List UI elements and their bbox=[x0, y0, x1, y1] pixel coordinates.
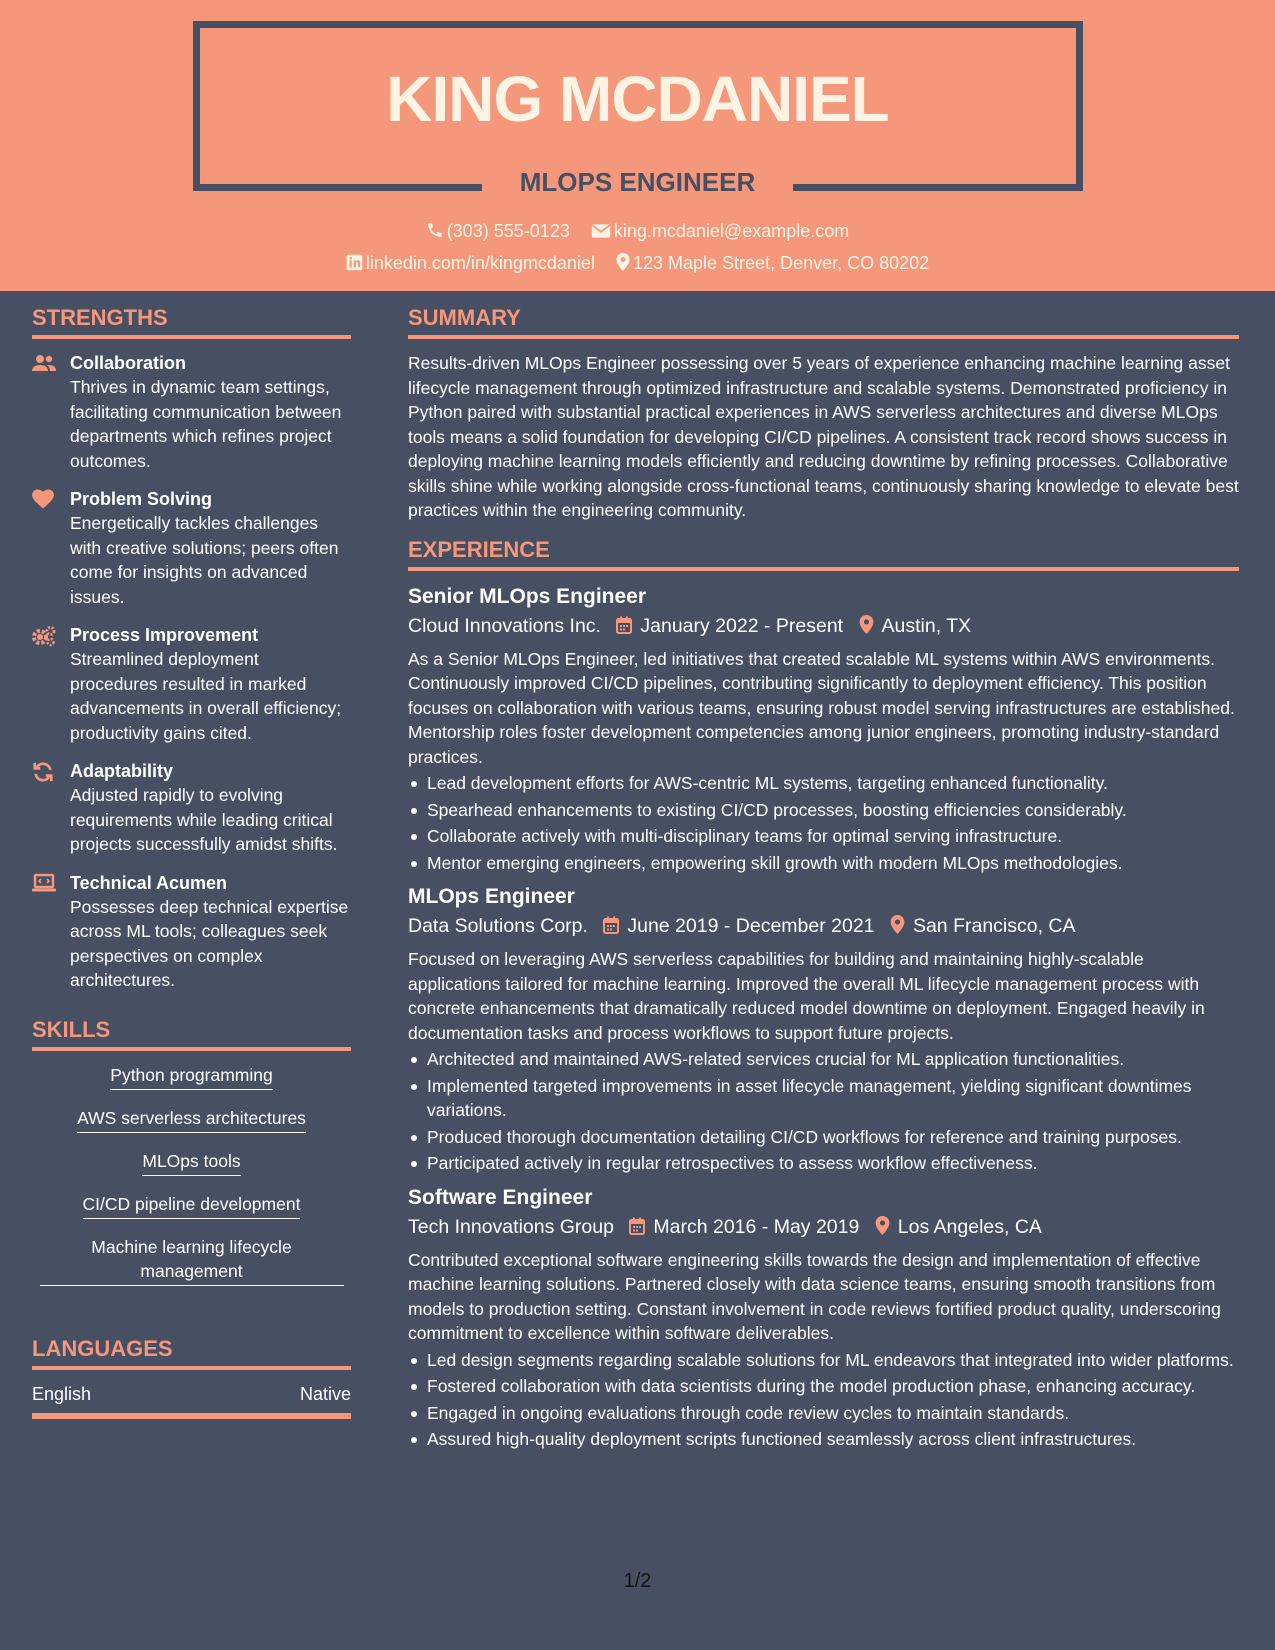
strength-description: Possesses deep technical expertise across ML tools; colleagues seek perspectives on complex architectures. bbox=[70, 896, 349, 990]
job-bullet: Assured high-quality deployment scripts functioned seamlessly across client infrastructures. bbox=[408, 1427, 1239, 1452]
job-dates: March 2016 - May 2019 bbox=[653, 1215, 860, 1238]
experience-heading: EXPERIENCE bbox=[408, 537, 1239, 571]
job-location: Los Angeles, CA bbox=[897, 1215, 1042, 1238]
skill-item: Python programming bbox=[110, 1063, 272, 1090]
job-role: MLOps Engineer bbox=[408, 885, 575, 908]
phone-item[interactable] bbox=[426, 221, 570, 242]
job-role: Software Engineer bbox=[408, 1185, 593, 1209]
skill-item: Machine learning lifecycle management bbox=[40, 1235, 344, 1286]
strength-item bbox=[32, 759, 351, 857]
job-bullet: Led design segments regarding scalable solutions for ML endeavors that integrated into wider platforms. bbox=[408, 1348, 1239, 1373]
envelope-icon bbox=[591, 223, 611, 239]
job-meta bbox=[408, 911, 1239, 941]
resume-header bbox=[0, 0, 1275, 291]
strength-description: Streamlined deployment procedures resulted in marked advancements in overall efficiency; productivity gains cited. bbox=[70, 649, 342, 743]
right-column bbox=[408, 305, 1239, 1460]
strength-title: Technical Acumen bbox=[70, 872, 228, 893]
strength-item bbox=[32, 871, 351, 993]
skill-item: CI/CD pipeline development bbox=[83, 1192, 301, 1219]
strength-item bbox=[32, 351, 351, 473]
job-bullet: Architected and maintained AWS-related services crucial for ML application functionalities. bbox=[408, 1047, 1239, 1072]
skill-item: MLOps tools bbox=[142, 1149, 240, 1176]
map-marker-icon bbox=[616, 253, 630, 271]
contact-row-1 bbox=[0, 221, 1275, 242]
calendar-icon bbox=[629, 1217, 645, 1235]
phone-icon bbox=[426, 221, 444, 239]
contact-row-2 bbox=[0, 253, 1275, 274]
skill-item: AWS serverless architectures bbox=[77, 1106, 306, 1133]
strength-title: Process Improvement bbox=[70, 625, 259, 645]
candidate-name: KING MCDANIEL bbox=[386, 63, 889, 135]
job-bullets bbox=[408, 771, 1239, 875]
job-entry bbox=[408, 583, 1239, 876]
job-bullet: Mentor emerging engineers, empowering skill growth with modern MLOps methodologies. bbox=[408, 851, 1239, 876]
job-title: MLOPS ENGINEER bbox=[519, 167, 756, 197]
map-marker-icon bbox=[890, 915, 905, 934]
sync-icon bbox=[32, 761, 54, 783]
job-bullet: Spearhead enhancements to existing CI/CD processes, boosting efficiencies considerably. bbox=[408, 798, 1239, 823]
users-icon bbox=[32, 353, 56, 373]
job-bullet: Participated actively in regular retrospectives to assess workflow effectiveness. bbox=[408, 1151, 1239, 1176]
language-row bbox=[32, 1384, 351, 1419]
job-entry bbox=[408, 883, 1239, 1176]
job-company: Tech Innovations Group bbox=[408, 1215, 614, 1238]
strength-description: Thrives in dynamic team settings, facilitating communication between departments which refines project outcomes. bbox=[70, 377, 342, 471]
job-meta bbox=[408, 611, 1239, 641]
language-name: English bbox=[32, 1383, 92, 1404]
job-bullet: Collaborate actively with multi-disciplinary teams for optimal serving infrastructure. bbox=[408, 824, 1239, 849]
calendar-icon bbox=[616, 616, 632, 634]
strength-description: Adjusted rapidly to evolving requirements while leading critical projects successfully amidst shifts. bbox=[70, 785, 338, 854]
strength-item bbox=[32, 623, 351, 745]
job-role: Senior MLOps Engineer bbox=[408, 584, 647, 608]
job-company: Cloud Innovations Inc. bbox=[408, 614, 601, 637]
strength-title: Collaboration bbox=[70, 353, 186, 373]
summary-heading: SUMMARY bbox=[408, 305, 1239, 339]
job-bullet: Produced thorough documentation detailing CI/CD workflows for reference and training purposes. bbox=[408, 1125, 1239, 1150]
linkedin-text: linkedin.com/in/kingmcdaniel bbox=[365, 253, 595, 273]
job-bullets bbox=[408, 1047, 1239, 1176]
strength-description: Energetically tackles challenges with creative solutions; peers often come for insights on advanced issues. bbox=[70, 513, 339, 607]
left-column bbox=[32, 305, 351, 1419]
address-text: 123 Maple Street, Denver, CO 80202 bbox=[632, 253, 930, 273]
job-entry bbox=[408, 1184, 1239, 1452]
linkedin-item[interactable] bbox=[346, 253, 595, 274]
job-bullet: Implemented targeted improvements in asset lifecycle management, yielding significant downtimes variations. bbox=[408, 1074, 1239, 1123]
laptop-icon bbox=[32, 873, 56, 893]
job-meta bbox=[408, 1212, 1239, 1242]
job-bullet: Fostered collaboration with data scientists during the model production phase, enhancing accuracy. bbox=[408, 1374, 1239, 1399]
map-marker-icon bbox=[875, 1216, 890, 1235]
job-dates: June 2019 - December 2021 bbox=[627, 915, 875, 937]
strength-title: Adaptability bbox=[70, 761, 174, 781]
job-location: Austin, TX bbox=[881, 614, 972, 637]
address-item bbox=[616, 253, 929, 274]
email-text: king.mcdaniel@example.com bbox=[613, 221, 850, 241]
languages-heading: LANGUAGES bbox=[32, 1336, 351, 1370]
job-company: Data Solutions Corp. bbox=[408, 915, 588, 937]
skills-heading: SKILLS bbox=[32, 1017, 351, 1051]
job-description: Contributed exceptional software engineering skills towards the design and implementation of effective machine learning solutions. Partnered closely with data science teams, ensuring smooth transitions from models to production setting. Constant involvement in code reviews fortified product quality, underscoring commitment to excellence within software deliverables. bbox=[408, 1249, 1221, 1343]
job-location: San Francisco, CA bbox=[912, 915, 1076, 937]
gears-icon bbox=[32, 625, 56, 647]
language-level: Native bbox=[299, 1383, 351, 1404]
skills-list bbox=[32, 1063, 351, 1302]
calendar-icon bbox=[603, 916, 619, 934]
job-description: Focused on leveraging AWS serverless capabilities for building and maintaining highly-scalable applications tailored for machine learning. Improved the overall ML lifecycle management process with concrete enhancements that dramatically reduced model downtime on deployment. Engaged heavily in documentation tasks and process workflows to support future projects. bbox=[408, 949, 1205, 1043]
strength-item bbox=[32, 487, 351, 609]
linkedin-icon bbox=[346, 254, 363, 271]
strength-title: Problem Solving bbox=[70, 489, 213, 509]
summary-text: Results-driven MLOps Engineer possessing over 5 years of experience enhancing machine learning asset lifecycle management through optimized infrastructure and scalable systems. Demonstrated proficiency in Python paired with substantial practical experiences in AWS serverless architectures and diverse MLOps tools means a solid foundation for developing CI/CD pipelines. A consistent track record shows success in deploying machine learning models efficiently and reducing downtime by refining processes. Collaborative skills shine while working alongside cross-functional teams, continuously sharing knowledge to elevate best practices within the engineering community. bbox=[408, 353, 1239, 520]
email-item[interactable] bbox=[591, 221, 849, 242]
phone-text: (303) 555-0123 bbox=[446, 221, 570, 241]
page-number: 1/2 bbox=[623, 1570, 652, 1592]
job-bullet: Engaged in ongoing evaluations through code review cycles to maintain standards. bbox=[408, 1401, 1239, 1426]
job-bullet: Lead development efforts for AWS-centric ML systems, targeting enhanced functionality. bbox=[408, 771, 1239, 796]
map-marker-icon bbox=[859, 615, 874, 634]
job-bullets bbox=[408, 1348, 1239, 1452]
heart-icon bbox=[32, 489, 54, 509]
job-description: As a Senior MLOps Engineer, led initiatives that created scalable ML systems within AWS environments. Continuously improved CI/CD pipelines, contributing significantly to deployment efficiency. This position focuses on collaboration with various teams, ensuring robust model serving infrastructures are established. Mentorship roles foster development competencies among junior engineers, promoting industry-standard practices. bbox=[408, 648, 1235, 767]
job-dates: January 2022 - Present bbox=[640, 614, 844, 637]
strengths-heading: STRENGTHS bbox=[32, 305, 351, 339]
